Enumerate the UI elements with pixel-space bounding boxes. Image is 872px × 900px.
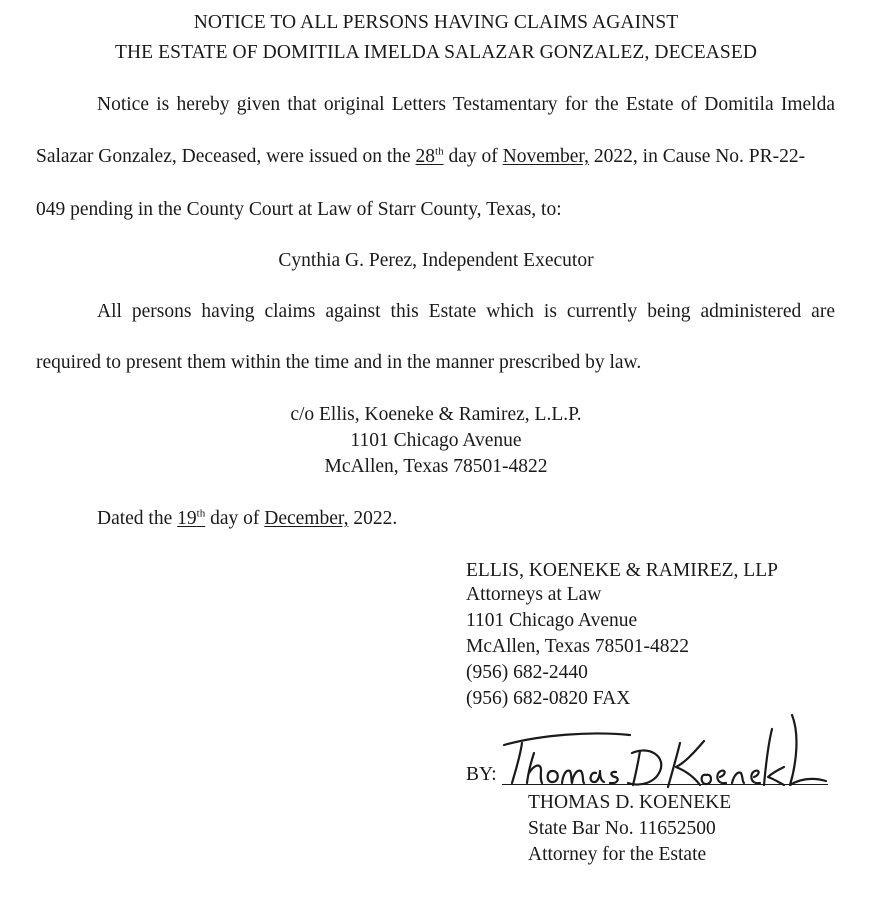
- dated-month: December,: [264, 508, 349, 529]
- issue-day: [416, 146, 444, 167]
- dated-day-number: 19: [177, 508, 197, 529]
- paragraph-1-line-2-text-c: 2022, in Cause No. PR-22-: [589, 146, 806, 167]
- care-of-city: McAllen, Texas 78501-4822: [324, 456, 548, 477]
- signer-name: THOMAS D. KOENEKE: [528, 792, 732, 813]
- paragraph-1-line-2: [36, 146, 805, 168]
- paragraph-2-line-1: All persons having claims against this Estate which is currently being administered are: [97, 301, 835, 322]
- firm-address-street: 1101 Chicago Avenue: [466, 610, 638, 631]
- care-of-firm: c/o Ellis, Koeneke & Ramirez, L.L.P.: [290, 404, 582, 425]
- handwritten-signature: [500, 705, 830, 795]
- care-of-street: 1101 Chicago Avenue: [350, 430, 522, 451]
- issue-month: November,: [502, 146, 590, 167]
- executor-line: Cynthia G. Perez, Independent Executor: [278, 250, 594, 271]
- firm-fax: (956) 682-0820 FAX: [466, 688, 631, 709]
- firm-address-city: McAllen, Texas 78501-4822: [466, 636, 690, 657]
- notice-title-line-2: THE ESTATE OF DOMITILA IMELDA SALAZAR GONZALEZ, DECEASED: [114, 42, 758, 63]
- dated-day: [177, 508, 205, 529]
- paragraph-1-line-2-text-b: day of: [443, 146, 503, 167]
- dated-prefix: Dated the: [97, 508, 178, 529]
- paragraph-1-line-1: Notice is hereby given that original Letters Testamentary for the Estate of Domitila Imelda: [97, 94, 835, 115]
- dated-year: 2022.: [348, 508, 398, 529]
- signer-role: Attorney for the Estate: [528, 844, 707, 865]
- issue-day-number: 28: [415, 146, 436, 167]
- notice-title-line-1: NOTICE TO ALL PERSONS HAVING CLAIMS AGAINST: [193, 12, 679, 33]
- issue-day-suffix: th: [435, 145, 444, 158]
- firm-phone: (956) 682-2440: [466, 662, 588, 683]
- dated-middle: day of: [205, 508, 265, 529]
- paragraph-1-line-2-text-a: Salazar Gonzalez, Deceased, were issued on the: [36, 146, 416, 167]
- firm-name: ELLIS, KOENEKE & RAMIREZ, LLP: [466, 560, 778, 581]
- dated-line: [97, 508, 397, 530]
- paragraph-1-line-3: 049 pending in the County Court at Law of Starr County, Texas, to:: [36, 199, 562, 220]
- signer-bar-number: State Bar No. 11652500: [528, 818, 716, 839]
- firm-subtitle: Attorneys at Law: [466, 584, 602, 605]
- dated-day-suffix: th: [196, 507, 206, 520]
- paragraph-2-line-2: required to present them within the time and in the manner prescribed by law.: [36, 352, 642, 373]
- by-label: BY:: [466, 764, 497, 785]
